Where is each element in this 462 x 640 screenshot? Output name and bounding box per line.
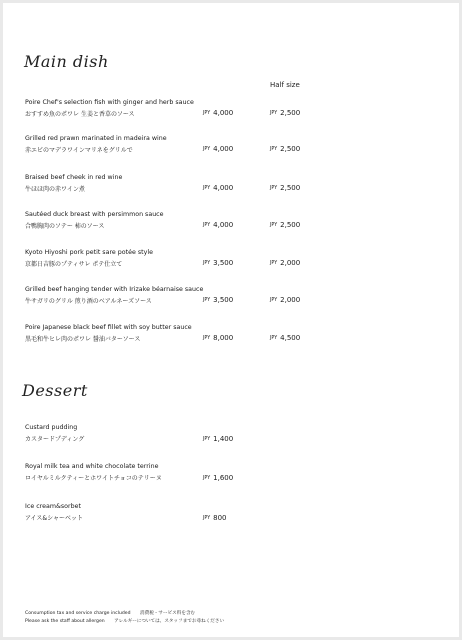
dessert-item <box>25 463 325 485</box>
footer-allergen-ja: アレルギーについては、スタッフまでお尋ねください <box>114 619 225 624</box>
item-name-ja: 京都日吉豚のプティサレ ポテ仕立て <box>25 261 123 268</box>
dessert-price-value: 1,400 <box>213 435 234 443</box>
item-price <box>203 334 233 342</box>
item-half-price <box>270 221 300 229</box>
menu-page <box>3 3 459 637</box>
item-price <box>203 221 233 229</box>
item-half-price-value: 4,500 <box>280 334 301 342</box>
item-name-en: Poire Japanese black beef fillet with soy butter sauce <box>25 324 192 331</box>
currency-label: JPY <box>203 261 211 266</box>
footer-tax-ja: 消費税・サービス料を含む <box>140 611 196 616</box>
item-price-value: 4,000 <box>213 221 234 229</box>
item-price <box>203 145 233 153</box>
currency-label: JPY <box>270 223 278 228</box>
item-name-en: Grilled red prawn marinated in madeira wine <box>25 135 167 142</box>
currency-label: JPY <box>203 147 211 152</box>
currency-label: JPY <box>203 516 211 521</box>
item-price-value: 3,500 <box>213 296 234 304</box>
item-name-ja: 黒毛和牛ヒレ肉のポワレ 醤油バターソース <box>25 336 141 343</box>
currency-label: JPY <box>203 111 211 116</box>
dessert-name-ja: カスタードプディング <box>25 436 85 443</box>
dessert-name-ja: ロイヤルミルクティーとホワイトチョコのテリーヌ <box>25 475 162 482</box>
menu-item <box>25 249 325 271</box>
dessert-heading: Dessert <box>22 381 88 400</box>
currency-label: JPY <box>270 298 278 303</box>
currency-label: JPY <box>203 186 211 191</box>
menu-item <box>25 99 325 121</box>
item-price <box>203 109 233 117</box>
item-half-price-value: 2,000 <box>280 259 301 267</box>
item-half-price-value: 2,500 <box>280 221 301 229</box>
currency-label: JPY <box>270 147 278 152</box>
item-name-ja: 合鴨胸肉のソテー 柿のソース <box>25 223 105 230</box>
footer-allergen-note <box>25 618 224 624</box>
item-half-price <box>270 334 300 342</box>
dessert-price-value: 800 <box>213 514 227 522</box>
currency-label: JPY <box>270 261 278 266</box>
item-name-ja: 牛ほほ肉の赤ワイン煮 <box>25 186 85 193</box>
currency-label: JPY <box>270 336 278 341</box>
item-name-en: Braised beef cheek in red wine <box>25 174 123 181</box>
currency-label: JPY <box>203 298 211 303</box>
item-price <box>203 184 233 192</box>
item-name-ja: 赤エビのマデラワインマリネをグリルで <box>25 147 133 154</box>
footer-tax-en: Consumption tax and service charge included <box>25 611 131 616</box>
footer-allergen-en: Please ask the staff about allergen <box>25 619 105 624</box>
dessert-name-en: Ice cream&sorbet <box>25 503 81 510</box>
half-size-label: Half size <box>270 81 300 89</box>
item-price <box>203 296 233 304</box>
dessert-price-value: 1,600 <box>213 474 234 482</box>
item-half-price-value: 2,500 <box>280 145 301 153</box>
item-half-price-value: 2,500 <box>280 109 301 117</box>
item-half-price-value: 2,000 <box>280 296 301 304</box>
main-dish-heading: Main dish <box>24 52 109 71</box>
dessert-item <box>25 503 325 525</box>
item-price-value: 4,000 <box>213 184 234 192</box>
menu-item <box>25 174 325 196</box>
item-price-value: 3,500 <box>213 259 234 267</box>
menu-item <box>25 324 325 346</box>
menu-item <box>25 135 325 157</box>
item-name-en: Grilled beef hanging tender with Irizake béarnaise sauce <box>25 286 204 293</box>
footer-tax-note <box>25 610 195 616</box>
item-price <box>203 259 233 267</box>
currency-label: JPY <box>270 111 278 116</box>
item-name-ja: 牛サガリのグリル 煎り酒のベアルネーズソース <box>25 298 152 305</box>
item-name-en: Sautéed duck breast with persimmon sauce <box>25 211 164 218</box>
item-name-en: Kyoto Hiyoshi pork petit sare potée style <box>25 249 153 256</box>
dessert-price <box>203 514 227 522</box>
item-price-value: 4,000 <box>213 109 234 117</box>
menu-item <box>25 211 325 233</box>
item-half-price <box>270 259 300 267</box>
item-half-price-value: 2,500 <box>280 184 301 192</box>
item-half-price <box>270 184 300 192</box>
item-name-ja: おすすめ魚のポワレ 生姜と香草のソース <box>25 111 135 118</box>
dessert-name-ja: アイス&シャーベット <box>25 515 83 522</box>
currency-label: JPY <box>203 476 211 481</box>
item-name-en: Poire Chef's selection fish with ginger and herb sauce <box>25 99 194 106</box>
dessert-name-en: Royal milk tea and white chocolate terrine <box>25 463 159 470</box>
dessert-price <box>203 435 233 443</box>
item-half-price <box>270 145 300 153</box>
item-half-price <box>270 296 300 304</box>
currency-label: JPY <box>203 437 211 442</box>
item-price-value: 8,000 <box>213 334 234 342</box>
dessert-item <box>25 424 325 446</box>
menu-item <box>25 286 325 308</box>
currency-label: JPY <box>203 336 211 341</box>
currency-label: JPY <box>270 186 278 191</box>
item-half-price <box>270 109 300 117</box>
dessert-name-en: Custard pudding <box>25 424 78 431</box>
currency-label: JPY <box>203 223 211 228</box>
dessert-price <box>203 474 233 482</box>
item-price-value: 4,000 <box>213 145 234 153</box>
